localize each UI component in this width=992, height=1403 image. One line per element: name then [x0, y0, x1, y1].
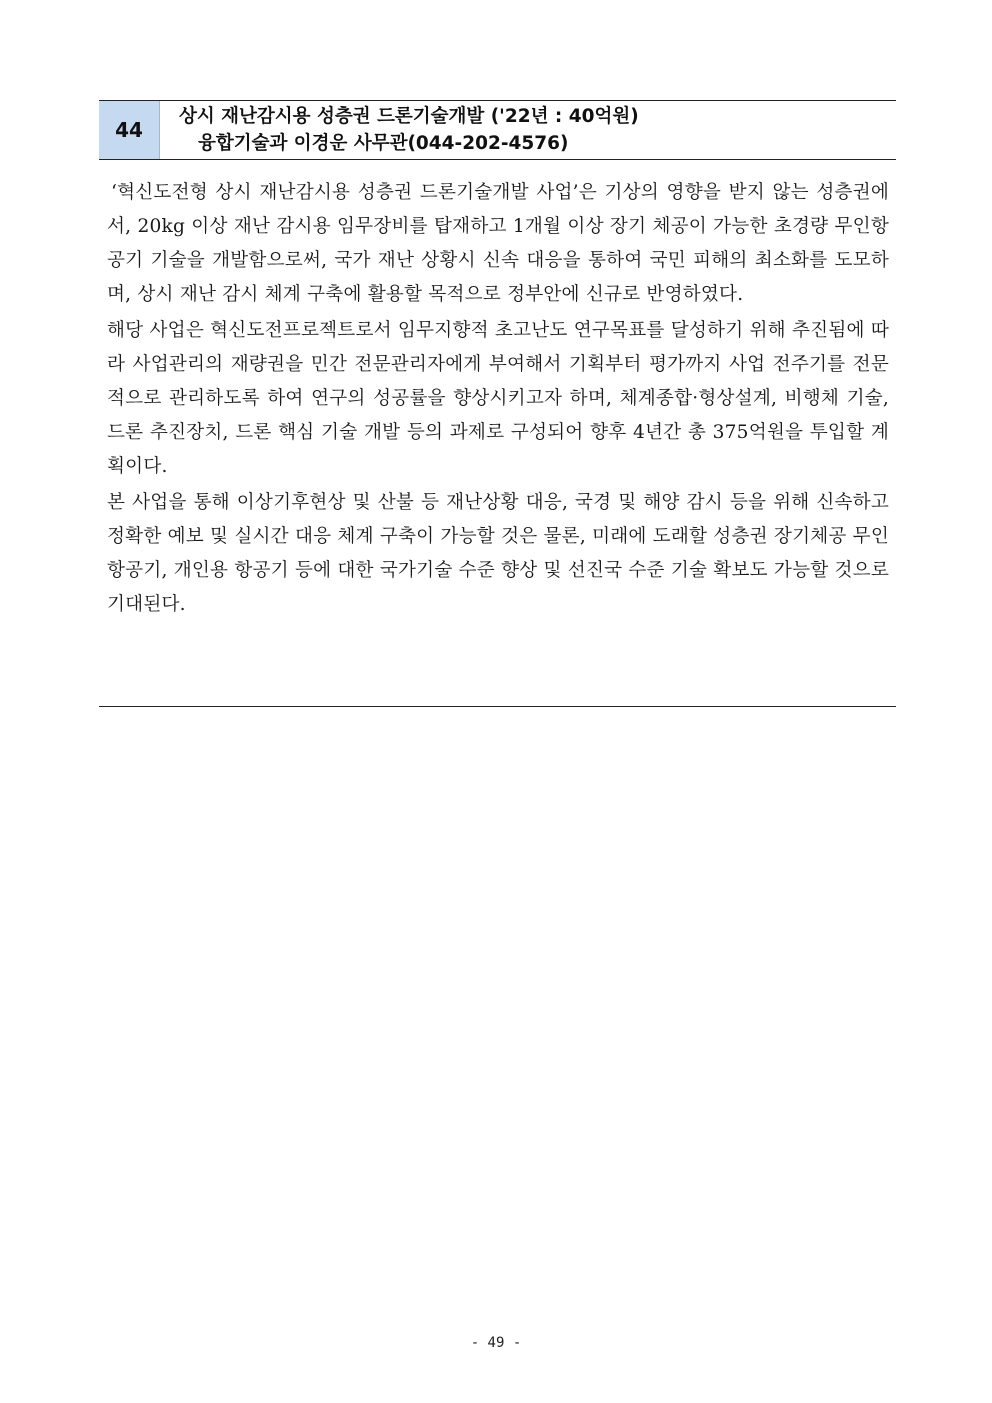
item-header: [99, 100, 896, 160]
body-paragraph: 해당 사업은 혁신도전프로젝트로서 임무지향적 초고난도 연구목표를 달성하기 위해 추진됨에 따라 사업관리의 재량권을 민간 전문관리자에게 부여해서 기획부터 평가까지 사업 전주기를 전문적으로 관리하도록 하여 연구의 성공률을 향상시키고자 하며, 체계종합·형상설계, 비행체 기술, 드론 추진장치, 드론 핵심 기술 개발 등의 과제로 구성되어 향후 4년간 총 375억원을 투입할 계획이다.: [107, 320, 889, 477]
item-number-badge: 44: [99, 101, 160, 159]
body-paragraph: 본 사업을 통해 이상기후현상 및 산불 등 재난상황 대응, 국경 및 해양 감시 등을 위해 신속하고 정확한 예보 및 실시간 대응 체계 구축이 가능할 것은 물론, 미래에 도래할 성층권 장기체공 무인항공기, 개인용 항공기 등에 대한 국가기술 수준 향상 및 선진국 수준 기술 확보도 가능할 것으로 기대된다.: [107, 492, 889, 615]
bottom-divider: [99, 706, 896, 707]
item-contact: 융합기술과 이경운 사무관(044-202-4576): [198, 133, 569, 154]
item-title: 상시 재난감시용 성층권 드론기술개발 ('22년 : 40억원): [179, 106, 639, 127]
body-paragraph: ‘혁신도전형 상시 재난감시용 성층권 드론기술개발 사업’은 기상의 영향을 받지 않는 성층권에서, 20kg 이상 재난 감시용 임무장비를 탑재하고 1개월 이상 장기 체공이 가능한 초경량 무인항공기 기술을 개발함으로써, 국가 재난 상황시 신속 대응을 통하여 국민 피해의 최소화를 도모하며, 상시 재난 감시 체계 구축에 활용할 목적으로 정부안에 신규로 반영하였다.: [107, 182, 889, 305]
item-title-block: [160, 101, 896, 159]
item-body: [107, 176, 889, 624]
page-number: - 49 -: [470, 1335, 522, 1351]
